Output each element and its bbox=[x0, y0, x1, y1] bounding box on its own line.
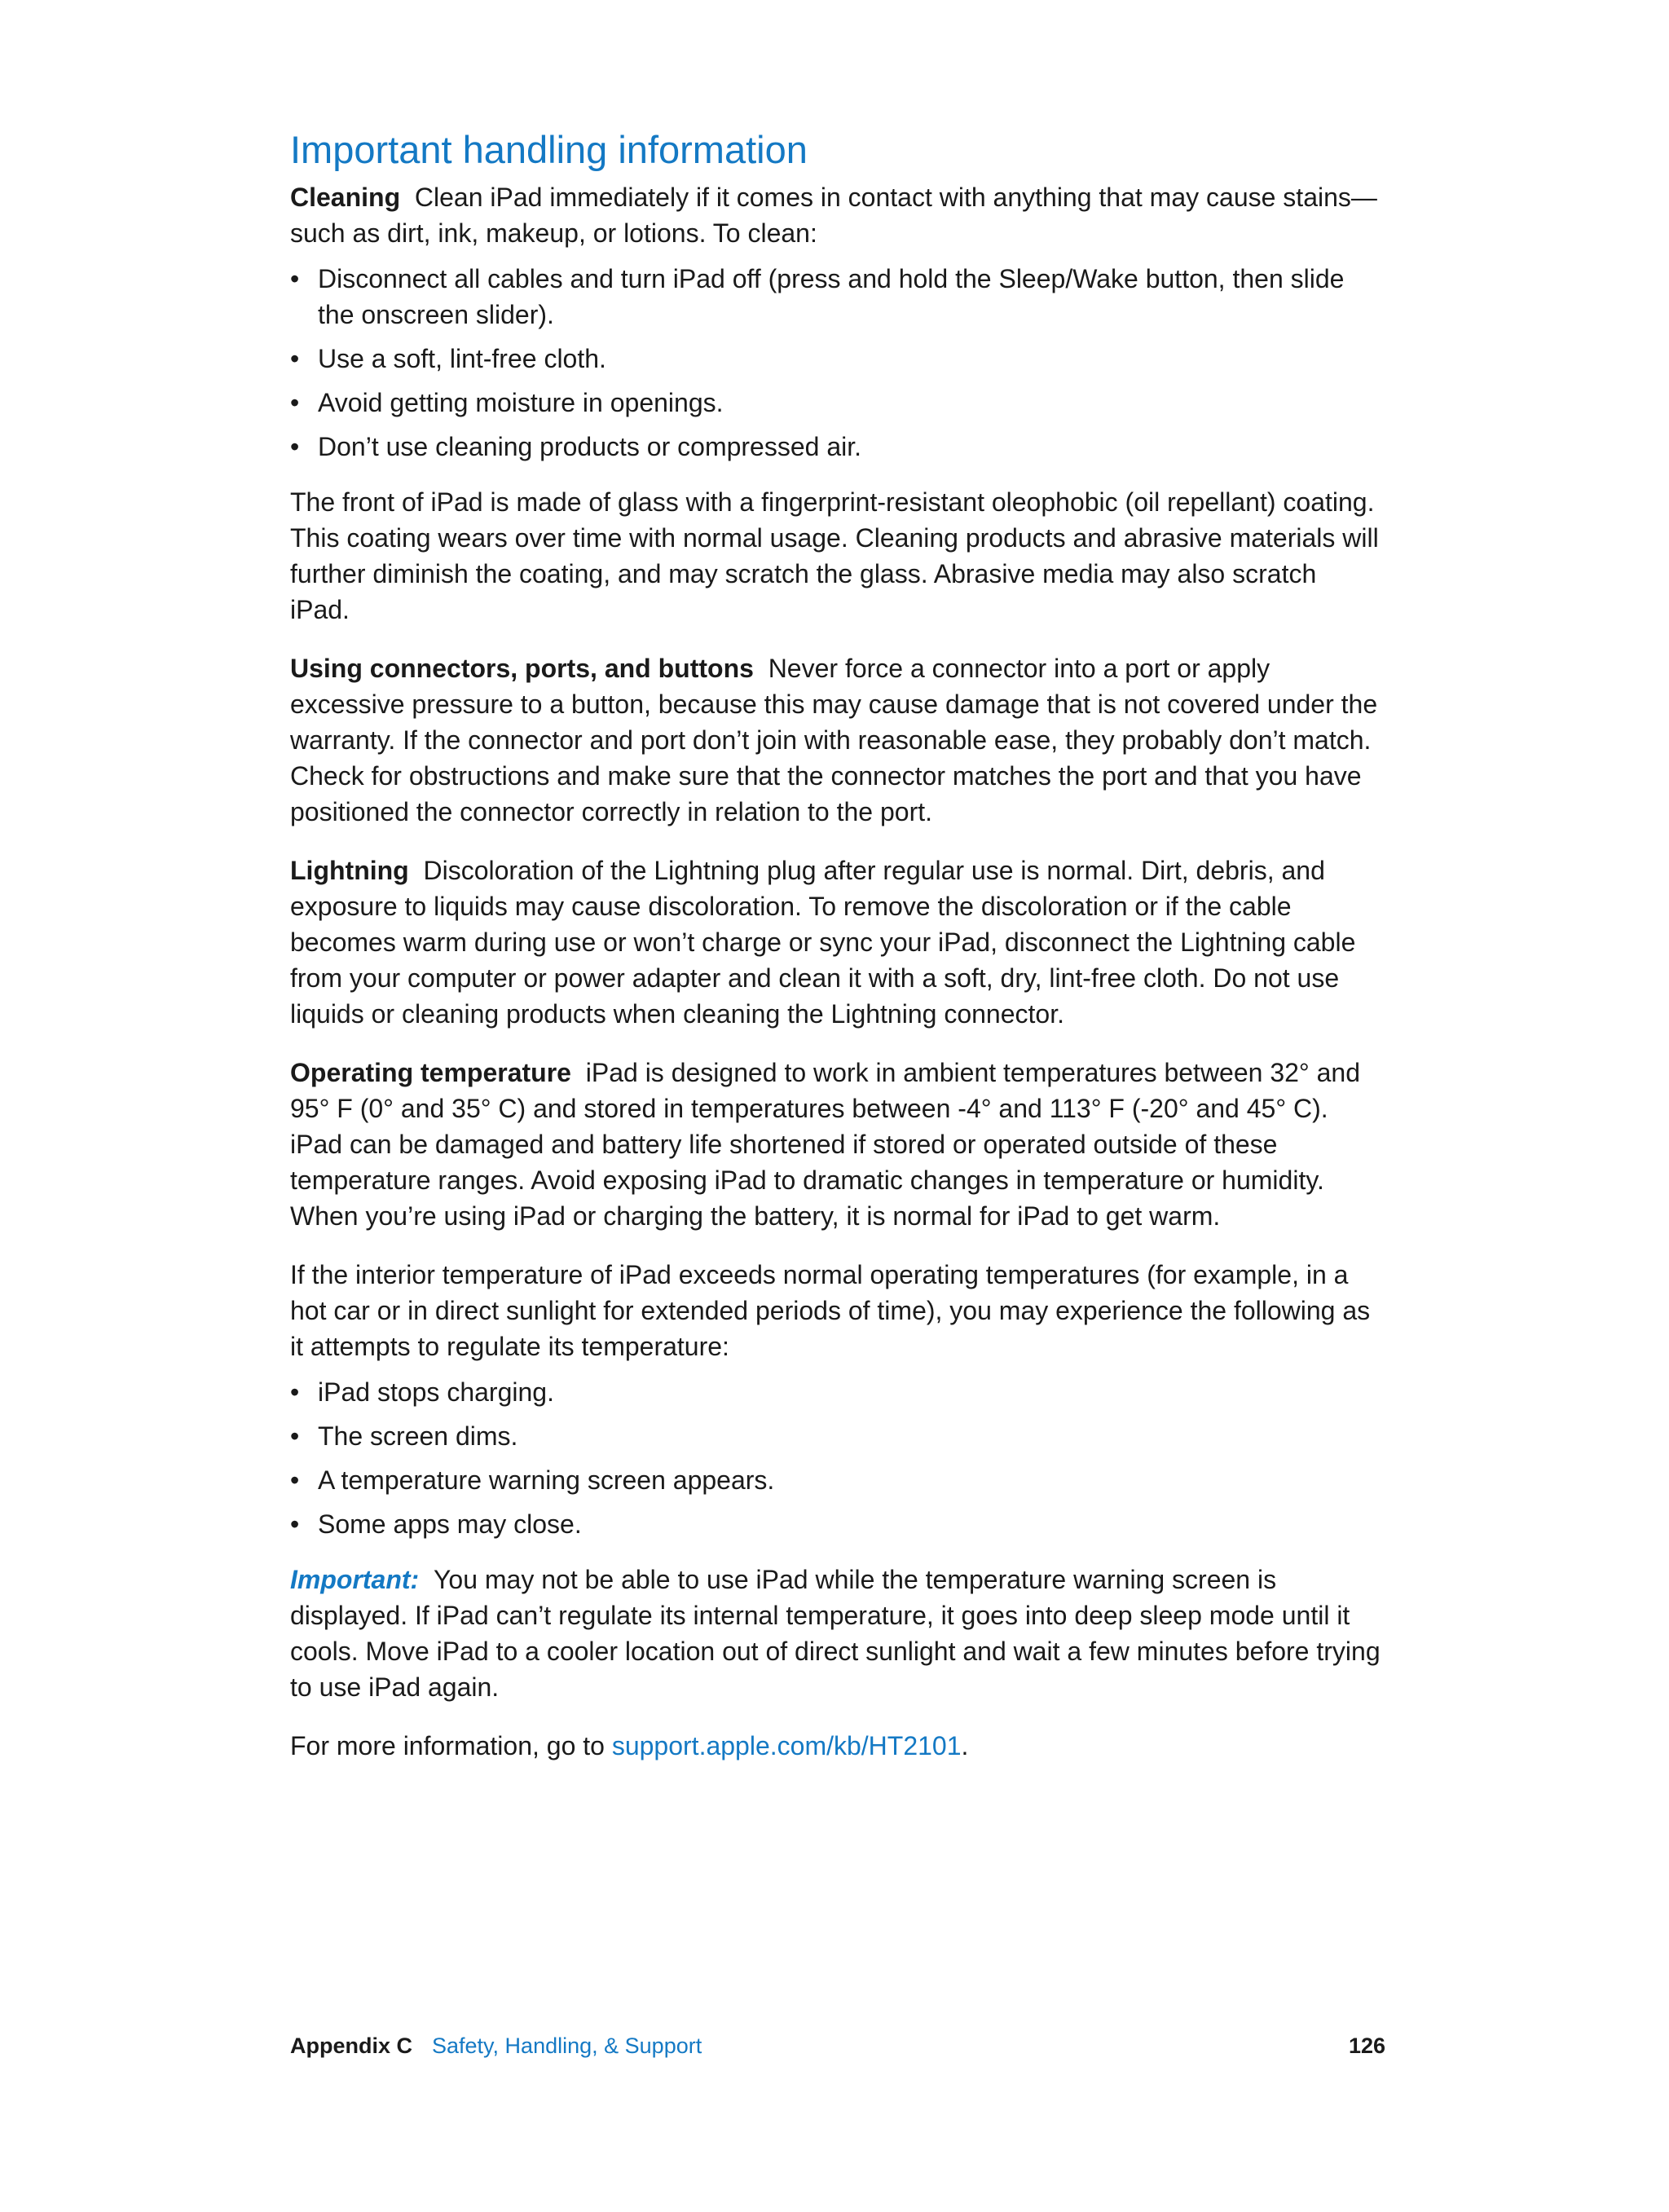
bullet: • bbox=[290, 1377, 300, 1407]
lightning-text: Discoloration of the Lightning plug after regular use is normal. Dirt, debris, and exposure to liquids may cause discoloration. To remove the discoloration or if the cable becomes warm during use or won’t charge or sync your iPad, disconnect the Lightning cable from your computer or power adapter and clean it with a soft, dry, lint-free cloth. Do not use liquids or cleaning products when cleaning the Lightning connector. bbox=[290, 856, 1356, 1029]
important-text: You may not be able to use iPad while the temperature warning screen is displayed. If iPad can’t regulate its internal temperature, it goes into deep sleep mode until it cools. Move iPad to a cooler location out of direct sunlight and wait a few minutes before trying to use iPad again. bbox=[290, 1565, 1381, 1702]
page-number: 126 bbox=[1348, 2034, 1385, 2058]
more-info-prefix: For more information, go to bbox=[290, 1731, 612, 1760]
connectors-paragraph bbox=[290, 650, 1382, 830]
list-item-text: Disconnect all cables and turn iPad off (press and hold the Sleep/Wake button, then slide the onscreen slider). bbox=[318, 264, 1345, 329]
document-body bbox=[290, 124, 1382, 1787]
list-item bbox=[290, 429, 1382, 465]
temperature-label: Operating temperature bbox=[290, 1058, 571, 1087]
cleaning-intro: Clean iPad immediately if it comes in contact with anything that may cause stains—such as dirt, ink, makeup, or lotions. To clean: bbox=[290, 183, 1377, 248]
important-label: Important: bbox=[290, 1565, 420, 1594]
bullet: • bbox=[290, 264, 300, 293]
list-item-text: The screen dims. bbox=[318, 1421, 518, 1451]
bullet: • bbox=[290, 344, 300, 373]
list-item bbox=[290, 1462, 1382, 1498]
page-footer bbox=[290, 2031, 1385, 2060]
cleaning-steps-list bbox=[290, 261, 1382, 465]
list-item bbox=[290, 341, 1382, 377]
temperature-paragraph bbox=[290, 1055, 1382, 1234]
overheat-effects-list bbox=[290, 1374, 1382, 1542]
glass-coating-paragraph: The front of iPad is made of glass with a fingerprint-resistant oleophobic (oil repellant) coating. This coating wears over time with normal usage. Cleaning products and abrasive materials will further diminish the coating, and may scratch the glass. Abrasive media may also scratch iPad. bbox=[290, 487, 1379, 624]
lightning-label: Lightning bbox=[290, 856, 409, 885]
bullet: • bbox=[290, 1421, 300, 1451]
footer-appendix: Appendix C bbox=[290, 2034, 413, 2058]
list-item bbox=[290, 1374, 1382, 1410]
important-paragraph bbox=[290, 1562, 1382, 1705]
lightning-paragraph bbox=[290, 853, 1382, 1032]
list-item-text: Don’t use cleaning products or compressed air. bbox=[318, 432, 862, 461]
list-item-text: A temperature warning screen appears. bbox=[318, 1465, 775, 1495]
list-item bbox=[290, 385, 1382, 421]
bullet: • bbox=[290, 432, 300, 461]
list-item bbox=[290, 1506, 1382, 1542]
page-title: Important handling information bbox=[290, 128, 808, 171]
bullet: • bbox=[290, 1509, 300, 1539]
cleaning-paragraph bbox=[290, 179, 1382, 251]
bullet: • bbox=[290, 1465, 300, 1495]
list-item-text: Some apps may close. bbox=[318, 1509, 582, 1539]
temperature-text: iPad is designed to work in ambient temperatures between 32° and 95° F (0° and 35° C) and stored in temperatures between -4° and 113° F (-20° and 45° C). iPad can be damaged and battery life shortened if stored or operated outside of these temperature ranges. Avoid exposing iPad to dramatic changes in temperature or humidity. When you’re using iPad or charging the battery, it is normal for iPad to get warm. bbox=[290, 1058, 1360, 1231]
connectors-text: Never force a connector into a port or apply excessive pressure to a button, because this may cause damage that is not covered under the warranty. If the connector and port don’t join with reasonable ease, they probably don’t match. Check for obstructions and make sure that the connector matches the port and that you have positioned the connector correctly in relation to the port. bbox=[290, 654, 1378, 826]
list-item-text: iPad stops charging. bbox=[318, 1377, 554, 1407]
overheat-paragraph: If the interior temperature of iPad exceeds normal operating temperatures (for example, in a hot car or in direct sunlight for extended periods of time), you may experience the following as it attempts to regulate its temperature: bbox=[290, 1260, 1371, 1361]
list-item-text: Use a soft, lint-free cloth. bbox=[318, 344, 606, 373]
more-info-paragraph bbox=[290, 1728, 1382, 1764]
list-item-text: Avoid getting moisture in openings. bbox=[318, 388, 724, 417]
bullet: • bbox=[290, 388, 300, 417]
support-link[interactable]: support.apple.com/kb/HT2101 bbox=[611, 1731, 962, 1760]
footer-section-link[interactable]: Safety, Handling, & Support bbox=[432, 2034, 702, 2058]
more-info-suffix: . bbox=[961, 1731, 969, 1760]
list-item bbox=[290, 261, 1382, 333]
cleaning-label: Cleaning bbox=[290, 183, 401, 212]
connectors-label: Using connectors, ports, and buttons bbox=[290, 654, 754, 683]
list-item bbox=[290, 1418, 1382, 1454]
